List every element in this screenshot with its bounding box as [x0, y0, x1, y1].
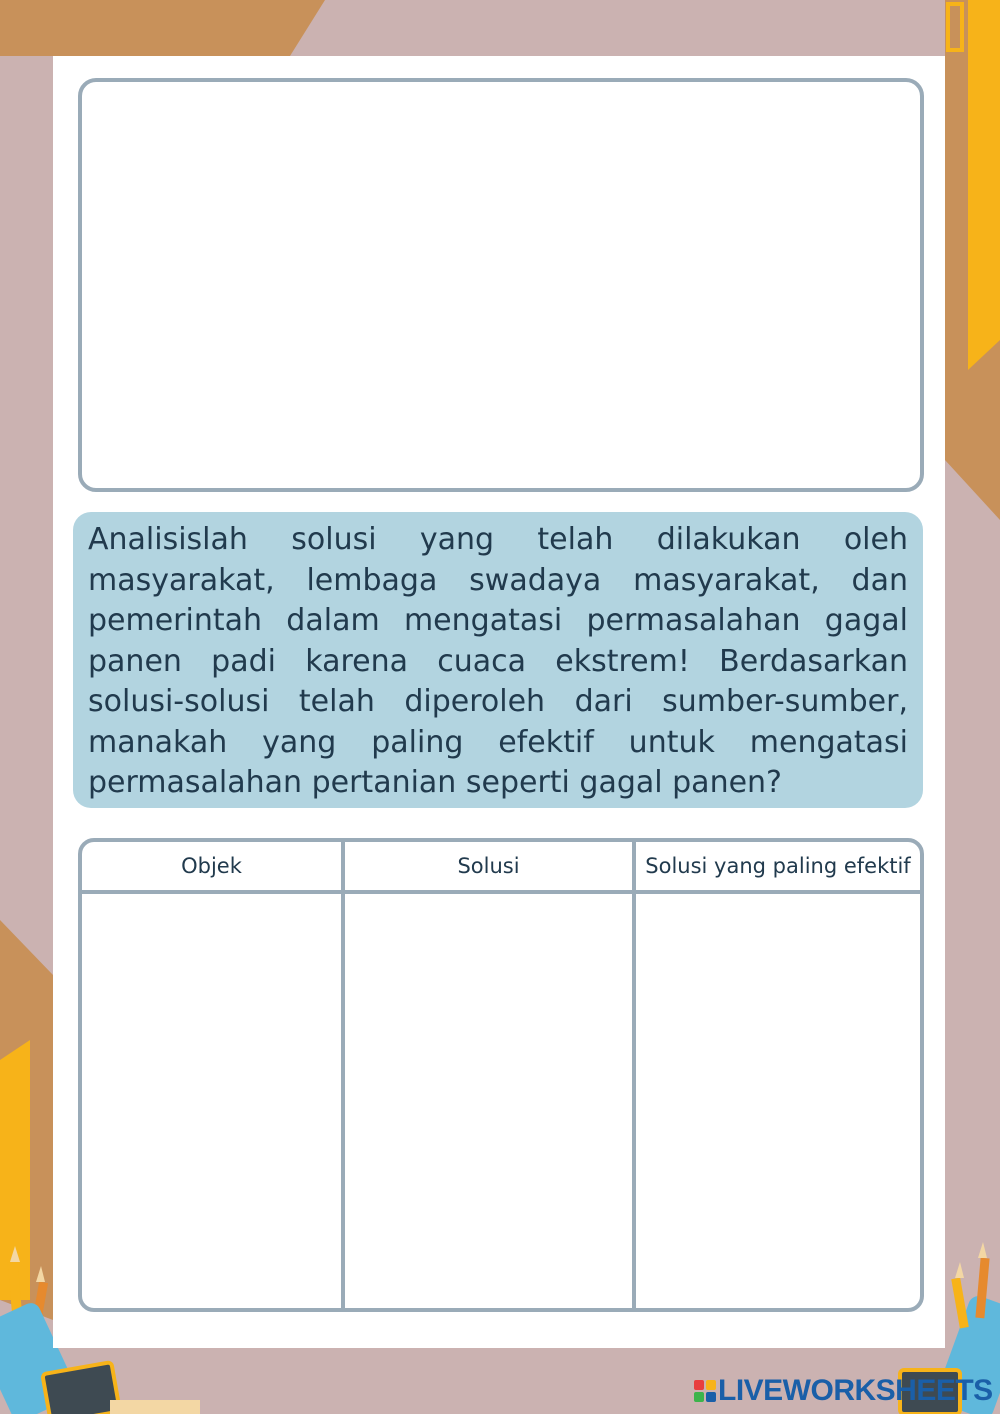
question-text: Analisislah solusi yang telah dilakukan oleh masyarakat, lembaga swadaya masyarakat, dan pemerintah dalam mengatasi permasalahan gagal panen padi karena cuaca ekstrem! Berdasarkan solusi-solusi telah diperoleh dari sumber-sumber, manakah yang paling efektif untuk mengatasi permasalahan pertanian seperti gagal panen?: [88, 522, 908, 800]
column-header-solusi-efektif: Solusi yang paling efektif: [645, 854, 911, 878]
cell-objek[interactable]: [82, 894, 341, 1308]
cell-solusi[interactable]: [345, 894, 632, 1308]
answer-table: [78, 838, 924, 1312]
logo-text: LIVEWORKSHEETS: [718, 1374, 993, 1407]
question-panel: [73, 512, 923, 808]
liveworksheets-logo: [694, 1374, 993, 1408]
column-header-solusi: Solusi: [457, 854, 520, 878]
image-answer-area[interactable]: [78, 78, 924, 492]
cell-solusi-efektif[interactable]: [636, 894, 920, 1308]
column-header-objek: Objek: [181, 854, 242, 878]
logo-grid-icon: [694, 1380, 716, 1402]
